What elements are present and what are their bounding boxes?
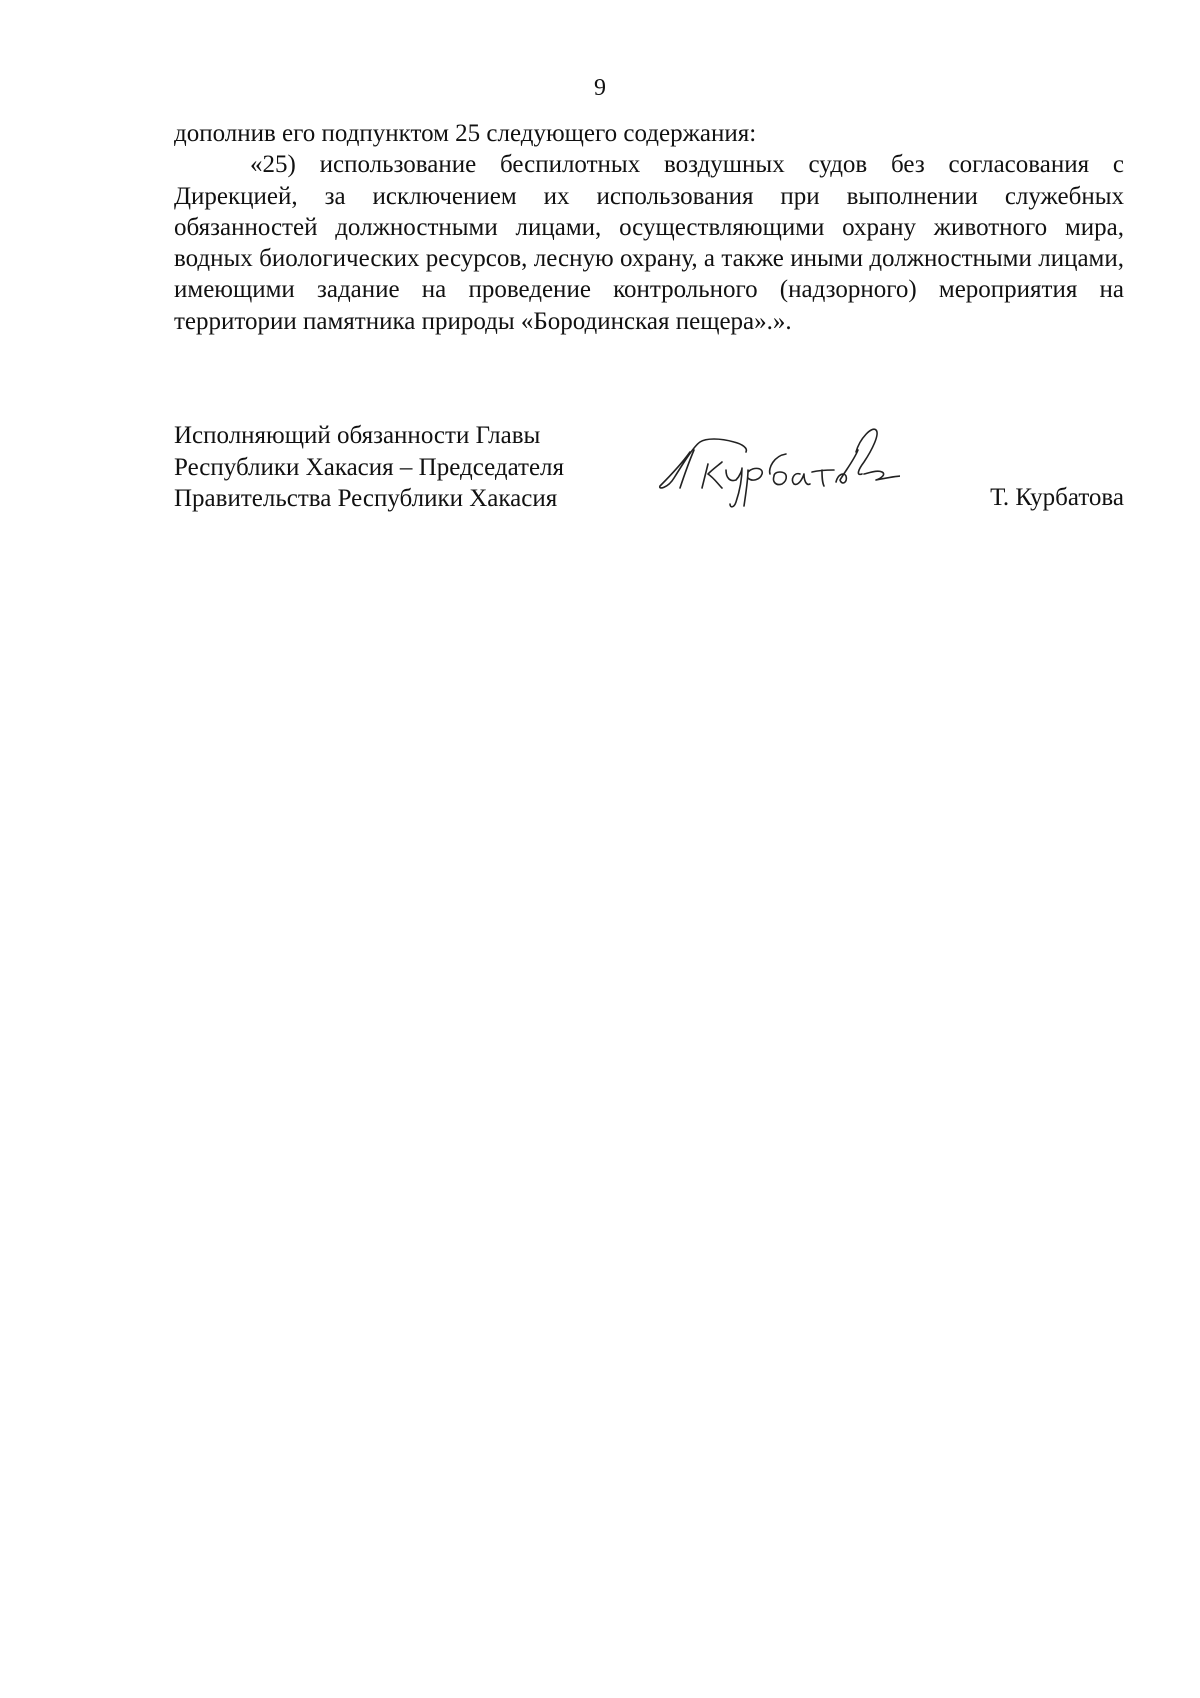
body-text (174, 118, 1124, 337)
signer-title-line: Правительства Республики Хакасия (174, 485, 558, 512)
signer-name: Т. Курбатова (990, 484, 1124, 511)
subpoint-25-paragraph: «25) использование беспилотных воздушных судов без согласования с Дирекцией, за исключением их использования при выполнении служебных обязанностей должностными лицами, осуществляющими охрану животного мира, водных биологических ресурсов, лесную охрану, а также иными должностными лицами, имеющими задание на проведение контрольного (надзорного) мероприятия на территории памятника природы «Бородинская пещера».». (174, 151, 1124, 335)
signer-title (174, 420, 634, 515)
signature-block (174, 420, 1124, 540)
signer-title-line: Исполняющий обязанности Главы (174, 422, 541, 449)
signer-title-line: Республики Хакасия – Председателя (174, 453, 565, 481)
page-number: 9 (594, 75, 606, 101)
intro-paragraph: дополнив его подпунктом 25 следующего содержания: (174, 120, 757, 147)
handwritten-signature (650, 416, 900, 516)
